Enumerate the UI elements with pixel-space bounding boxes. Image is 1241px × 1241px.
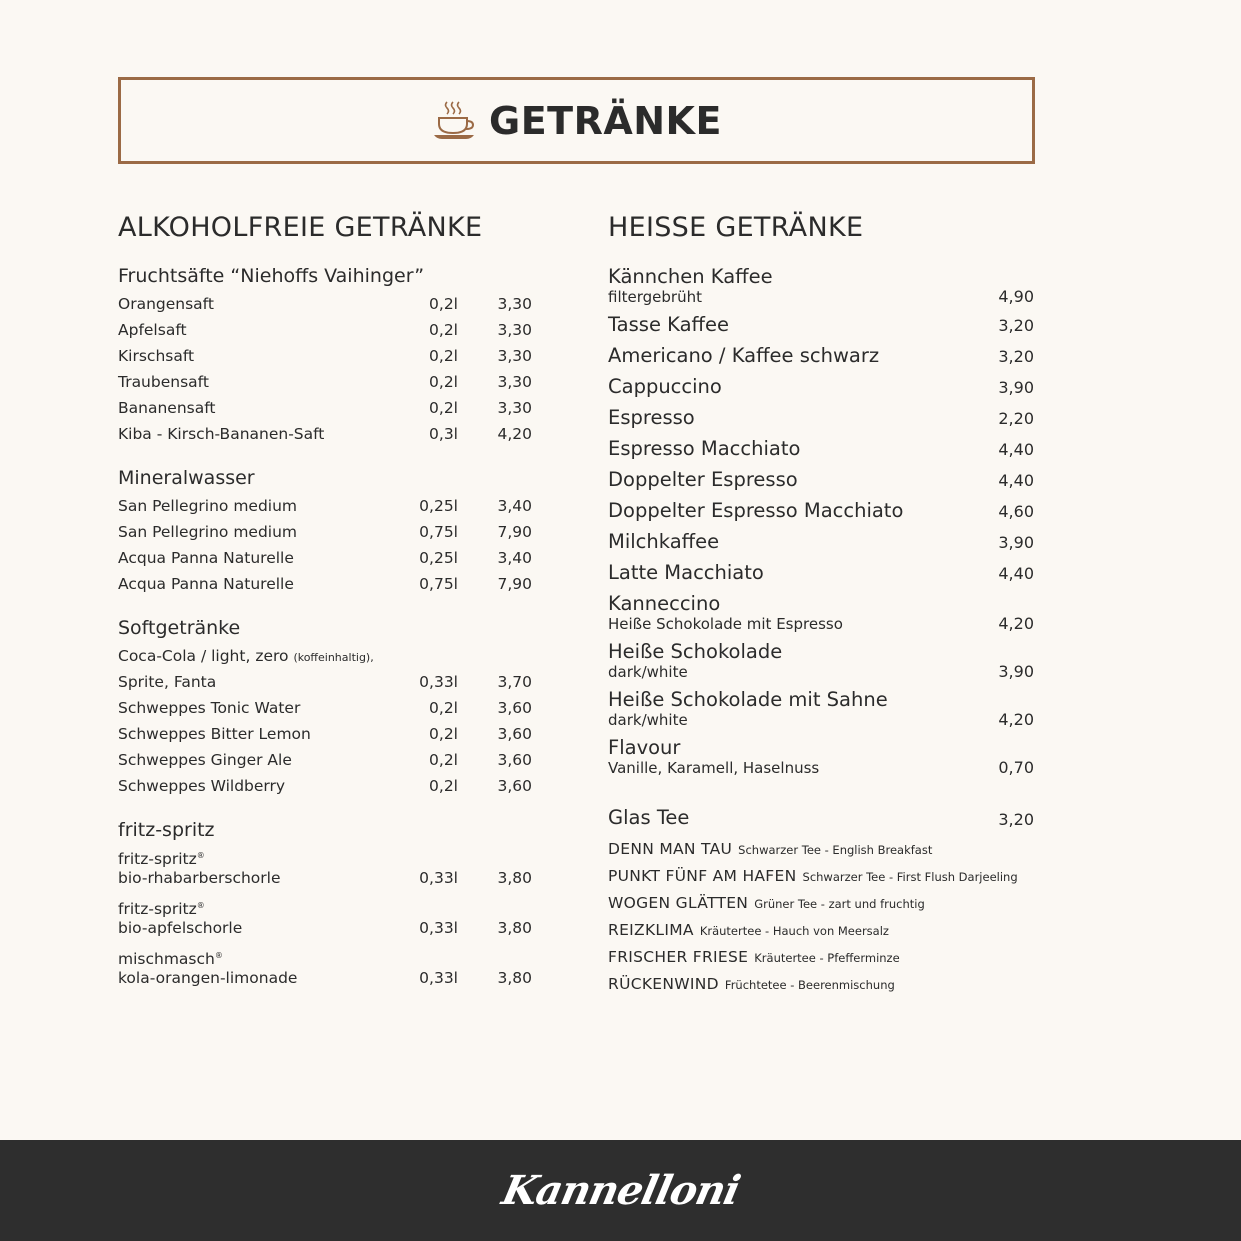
list-item	[118, 317, 532, 343]
list-item	[608, 640, 1034, 681]
item-price: 3,80	[497, 969, 532, 988]
item-volume: 0,25l	[419, 497, 458, 515]
list-item	[608, 468, 1034, 492]
list-item	[608, 375, 1034, 399]
item-name: San Pellegrino medium	[118, 523, 298, 541]
list-item	[118, 946, 532, 988]
tea-description: Kräutertee - Pfefferminze	[754, 951, 900, 965]
item-name: Acqua Panna Naturelle	[118, 549, 294, 567]
item-volume: 0,2l	[429, 373, 458, 391]
tea-name: WOGEN GLÄTTEN	[608, 894, 749, 912]
registered-mark: ®	[214, 951, 223, 961]
page-title: GETRÄNKE	[489, 98, 722, 143]
item-price: 3,60	[497, 777, 532, 795]
list-item	[608, 688, 1034, 729]
item-price: 3,20	[998, 810, 1034, 829]
item-price: 4,20	[998, 614, 1034, 633]
item-price: 4,40	[998, 564, 1034, 583]
item-volume: 0,2l	[429, 699, 458, 717]
item-volume: 0,2l	[429, 725, 458, 743]
list-item	[118, 571, 532, 597]
registered-mark: ®	[196, 901, 205, 911]
category-title: Fruchtsäfte “Niehoffs Vaihinger”	[118, 265, 425, 287]
list-item	[608, 344, 1034, 368]
item-price: 3,20	[998, 316, 1034, 335]
item-description: Heiße Schokolade mit Espresso	[608, 615, 843, 633]
hot-drinks-list	[608, 265, 1034, 777]
item-name: Cappuccino	[608, 375, 722, 398]
item-price: 4,90	[998, 287, 1034, 306]
tea-name: RÜCKENWIND	[608, 975, 719, 993]
item-brand: fritz-spritz	[118, 850, 197, 869]
item-price: 0,70	[998, 758, 1034, 777]
item-name: kola-orangen-limonade	[118, 969, 298, 988]
item-description: Vanille, Karamell, Haselnuss	[608, 759, 820, 777]
item-name: Traubensaft	[118, 373, 209, 391]
list-item	[608, 863, 1034, 890]
tea-name: PUNKT FÜNF AM HAFEN	[608, 867, 797, 885]
soft-list	[118, 669, 532, 799]
registered-mark: ®	[196, 851, 205, 860]
item-name: Schweppes Wildberry	[118, 777, 286, 795]
item-name: Kännchen Kaffee	[608, 265, 773, 288]
coffee-cup-icon	[431, 98, 477, 140]
item-note: (koffeinhaltig),	[293, 651, 374, 664]
item-brand: fritz-spritz	[118, 900, 197, 919]
tea-description: Grüner Tee - zart und fruchtig	[754, 897, 925, 911]
non-alcoholic-section	[118, 212, 532, 996]
water-list	[118, 493, 532, 597]
list-item	[608, 313, 1034, 337]
item-name: Milchkaffee	[608, 530, 720, 553]
item-name: San Pellegrino medium	[118, 497, 298, 515]
item-price: 3,80	[497, 919, 532, 938]
item-name: Tasse Kaffee	[608, 313, 729, 336]
item-price: 2,20	[998, 409, 1034, 428]
list-item	[118, 669, 532, 695]
item-price: 3,20	[998, 347, 1034, 366]
item-price: 4,20	[998, 710, 1034, 729]
list-item	[118, 721, 532, 747]
tea-name: REIZKLIMA	[608, 921, 694, 939]
section-title: HEISSE GETRÄNKE	[608, 212, 864, 243]
list-item	[118, 896, 532, 938]
item-price: 3,30	[497, 295, 532, 313]
list-item	[608, 265, 1034, 306]
list-item	[118, 747, 532, 773]
item-volume: 0,2l	[429, 777, 458, 795]
item-name: Americano / Kaffee schwarz	[608, 344, 880, 367]
tea-description: Schwarzer Tee - English Breakfast	[738, 843, 933, 857]
list-item	[608, 806, 1034, 836]
item-price: 3,90	[998, 533, 1034, 552]
item-name: Acqua Panna Naturelle	[118, 575, 294, 593]
list-item	[118, 343, 532, 369]
item-name: Kiba - Kirsch-Bananen-Saft	[118, 425, 325, 443]
item-name: Orangensaft	[118, 295, 214, 313]
item-price: 4,40	[998, 440, 1034, 459]
item-name: Coca-Cola / light, zero	[118, 647, 289, 665]
item-name: Latte Macchiato	[608, 561, 764, 584]
item-price: 3,30	[497, 347, 532, 365]
tea-name: FRISCHER FRIESE	[608, 948, 749, 966]
item-volume: 0,33l	[419, 969, 458, 988]
list-item	[118, 695, 532, 721]
brand-logo: Kannelloni	[497, 1167, 744, 1214]
list-item	[608, 561, 1034, 585]
list-item	[118, 395, 532, 421]
item-price: 7,90	[497, 575, 532, 593]
item-price: 3,40	[497, 549, 532, 567]
item-price: 3,60	[497, 751, 532, 769]
tea-name: DENN MAN TAU	[608, 840, 733, 858]
item-volume: 0,2l	[429, 321, 458, 339]
item-name: Heiße Schokolade mit Sahne	[608, 688, 888, 711]
item-volume: 0,75l	[419, 523, 458, 541]
list-item	[118, 291, 532, 317]
item-price: 7,90	[497, 523, 532, 541]
item-name: Sprite, Fanta	[118, 673, 217, 691]
item-price: 3,40	[497, 497, 532, 515]
item-volume: 0,2l	[429, 399, 458, 417]
tea-description: Kräutertee - Hauch von Meersalz	[699, 924, 889, 938]
list-item	[118, 773, 532, 799]
list-item	[608, 971, 1034, 998]
list-item	[608, 917, 1034, 944]
category-title: Mineralwasser	[118, 467, 255, 489]
item-name: bio-rhabarberschorle	[118, 869, 281, 888]
list-item	[118, 519, 532, 545]
list-item	[118, 545, 532, 571]
page-header	[118, 77, 1035, 164]
item-name: Kirschsaft	[118, 347, 195, 365]
item-name: Espresso Macchiato	[608, 437, 801, 460]
item-name: Kanneccino	[608, 592, 721, 615]
item-volume: 0,2l	[429, 347, 458, 365]
item-name: Doppelter Espresso Macchiato	[608, 499, 904, 522]
list-item	[608, 592, 1034, 633]
category-title: fritz-spritz	[118, 819, 215, 841]
fritz-list	[118, 846, 532, 988]
category-title: Softgetränke	[118, 617, 241, 639]
item-volume: 0,2l	[429, 751, 458, 769]
item-description: dark/white	[608, 711, 688, 729]
item-volume: 0,25l	[419, 549, 458, 567]
tea-description: Schwarzer Tee - First Flush Darjeeling	[802, 870, 1018, 884]
list-item	[118, 421, 532, 447]
item-price: 3,70	[497, 673, 532, 691]
item-price: 3,90	[998, 378, 1034, 397]
list-item	[118, 369, 532, 395]
list-item	[608, 437, 1034, 461]
item-name: Bananensaft	[118, 399, 216, 417]
list-item	[118, 493, 532, 519]
list-item	[608, 499, 1034, 523]
item-price: 4,40	[998, 471, 1034, 490]
item-volume: 0,75l	[419, 575, 458, 593]
item-volume: 0,2l	[429, 295, 458, 313]
item-price: 3,30	[497, 321, 532, 339]
item-name: Schweppes Ginger Ale	[118, 751, 292, 769]
tea-description: Früchtetee - Beerenmischung	[724, 978, 895, 992]
item-price: 4,60	[998, 502, 1034, 521]
item-price: 3,90	[998, 662, 1034, 681]
hot-drinks-section	[608, 212, 1034, 998]
list-item	[118, 846, 532, 888]
item-price: 3,80	[497, 869, 532, 888]
item-name: Apfelsaft	[118, 321, 187, 339]
list-item	[608, 836, 1034, 863]
footer	[0, 1140, 1241, 1241]
list-item	[118, 643, 532, 669]
item-name: Doppelter Espresso	[608, 468, 798, 491]
juice-list	[118, 291, 532, 447]
item-name: bio-apfelschorle	[118, 919, 243, 938]
item-price: 3,60	[497, 725, 532, 743]
item-price: 4,20	[497, 425, 532, 443]
list-item	[608, 406, 1034, 430]
list-item	[608, 890, 1034, 917]
item-volume: 0,33l	[419, 869, 458, 888]
item-volume: 0,33l	[419, 673, 458, 691]
item-name: Schweppes Bitter Lemon	[118, 725, 311, 743]
item-price: 3,30	[497, 399, 532, 417]
item-name: Glas Tee	[608, 806, 690, 829]
list-item	[608, 736, 1034, 777]
section-title: ALKOHOLFREIE GETRÄNKE	[118, 212, 483, 243]
list-item	[608, 530, 1034, 554]
item-name: Flavour	[608, 736, 681, 759]
item-volume: 0,33l	[419, 919, 458, 938]
item-description: dark/white	[608, 663, 688, 681]
tea-list	[608, 836, 1034, 998]
item-volume: 0,3l	[429, 425, 458, 443]
item-name: Schweppes Tonic Water	[118, 699, 301, 717]
item-brand: mischmasch	[118, 950, 215, 969]
item-price: 3,60	[497, 699, 532, 717]
item-price: 3,30	[497, 373, 532, 391]
item-name: Heiße Schokolade	[608, 640, 783, 663]
item-name: Espresso	[608, 406, 695, 429]
list-item	[608, 944, 1034, 971]
item-description: filtergebrüht	[608, 288, 702, 306]
